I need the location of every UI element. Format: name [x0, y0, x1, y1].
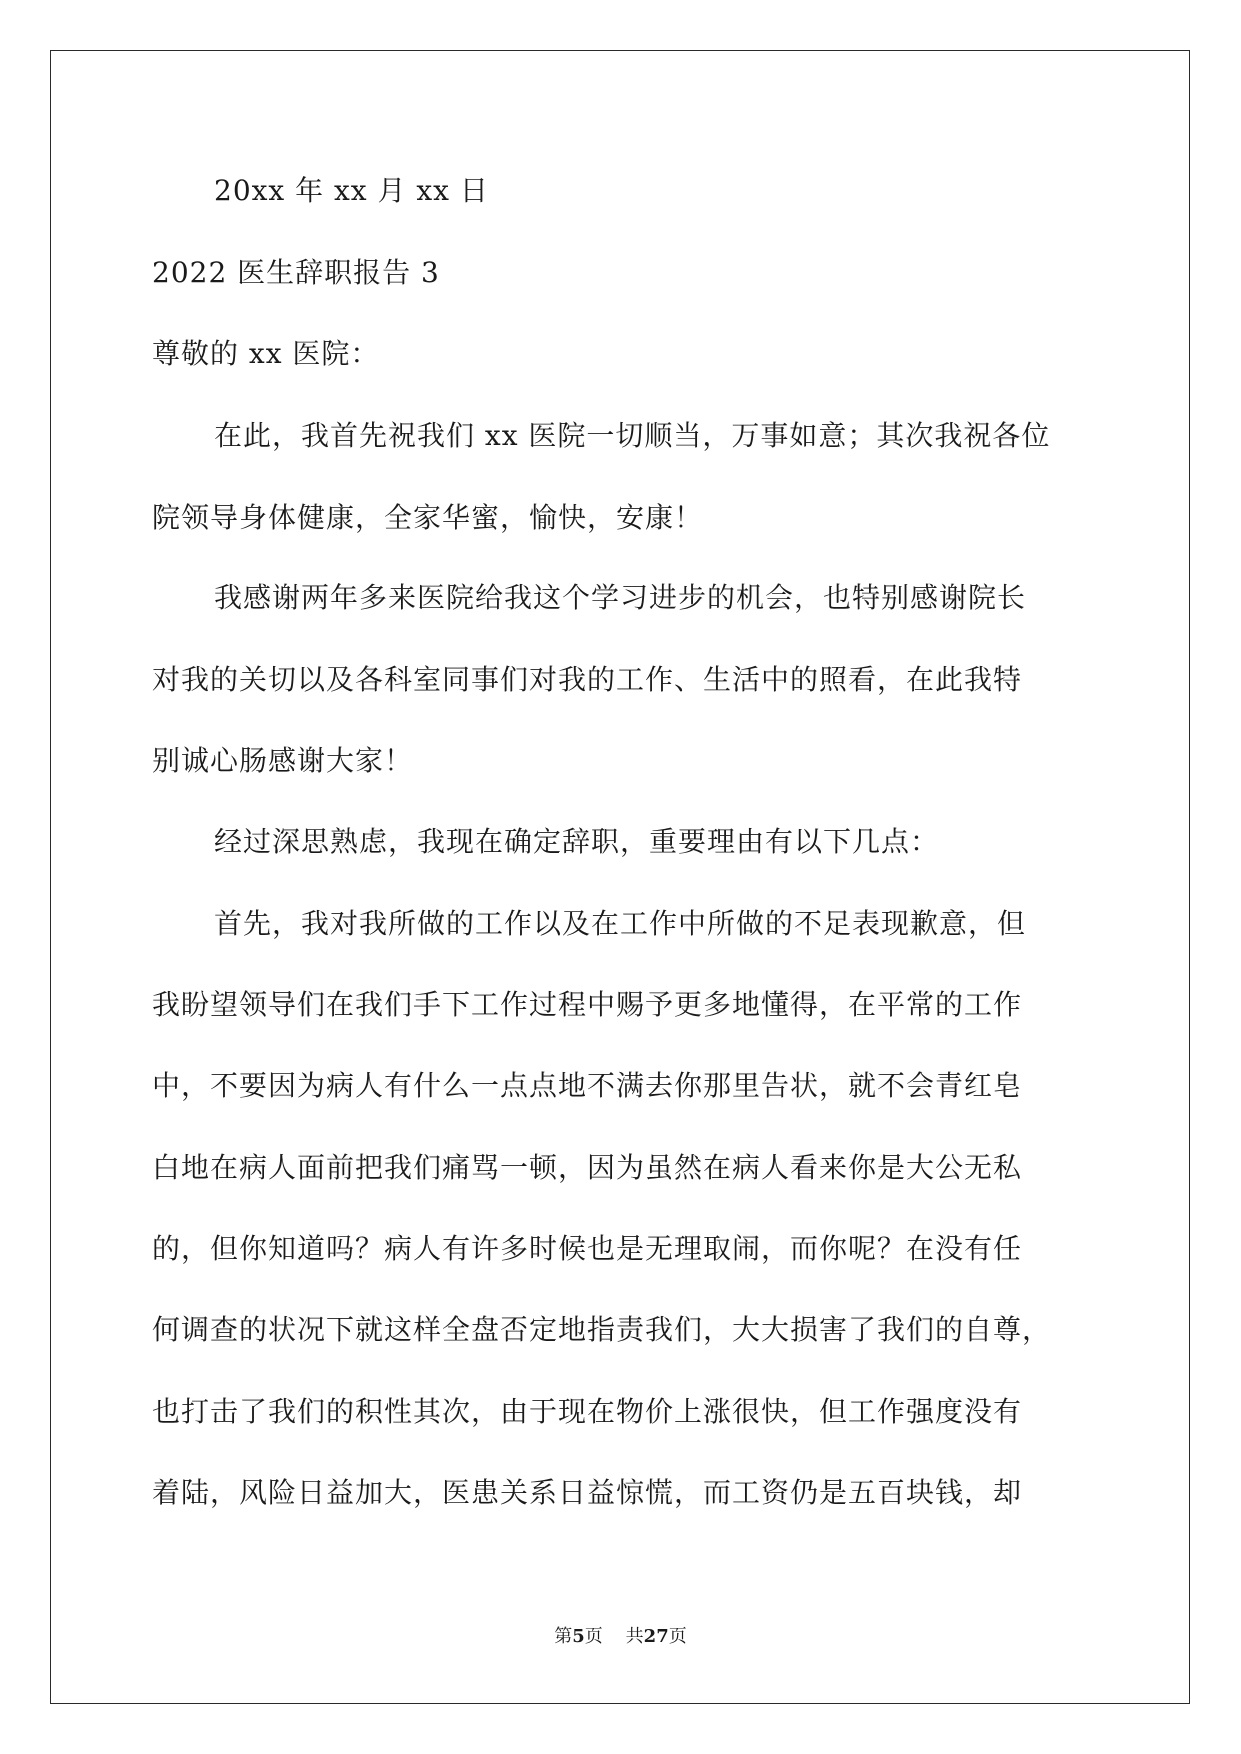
body-line: 白地在病人面前把我们痛骂一顿，因为虽然在病人看来你是大公无私: [152, 1151, 1023, 1184]
body-line: 我盼望领导们在我们手下工作过程中赐予更多地懂得，在平常的工作: [152, 988, 1023, 1021]
page-number: 5: [572, 1626, 585, 1647]
body-line: 中，不要因为病人有什么一点点地不满去你那里告状，就不会青红皂: [152, 1069, 1023, 1102]
body-line: 对我的关切以及各科室同事们对我的工作、生活中的照看，在此我特: [152, 663, 1023, 696]
date-line: 20xx 年 xx 月 xx 日: [214, 174, 489, 207]
body-line: 着陆，风险日益加大，医患关系日益惊慌，而工资仍是五百块钱，却: [152, 1476, 1023, 1509]
footer-total-prefix: 共: [625, 1626, 644, 1647]
footer-prefix: 第: [554, 1626, 573, 1647]
body-line: 经过深思熟虑，我现在确定辞职，重要理由有以下几点：: [214, 825, 940, 858]
salutation: 尊敬的 xx 医院：: [152, 337, 380, 370]
body-line: 我感谢两年多来医院给我这个学习进步的机会，也特别感谢院长: [214, 581, 1027, 614]
body-line: 何调查的状况下就这样全盘否定地指责我们，大大损害了我们的自尊，: [152, 1313, 1052, 1346]
page-border: [50, 50, 1190, 1704]
document-title: 2022 医生辞职报告 3: [152, 256, 440, 289]
page-footer: [0, 1625, 1241, 1649]
body-line: 院领导身体健康，全家华蜜，愉快，安康！: [152, 501, 704, 534]
body-line: 也打击了我们的积性其次，由于现在物价上涨很快，但工作强度没有: [152, 1395, 1023, 1428]
body-line: 首先，我对我所做的工作以及在工作中所做的不足表现歉意，但: [214, 907, 1027, 940]
footer-total-unit: 页: [668, 1626, 687, 1647]
body-line: 别诚心肠感谢大家！: [152, 744, 414, 777]
footer-page-unit: 页: [584, 1626, 603, 1647]
total-pages: 27: [643, 1626, 669, 1647]
body-line: 的，但你知道吗？病人有许多时候也是无理取闹，而你呢？在没有任: [152, 1232, 1023, 1265]
body-line: 在此，我首先祝我们 xx 医院一切顺当，万事如意；其次我祝各位: [214, 419, 1051, 452]
